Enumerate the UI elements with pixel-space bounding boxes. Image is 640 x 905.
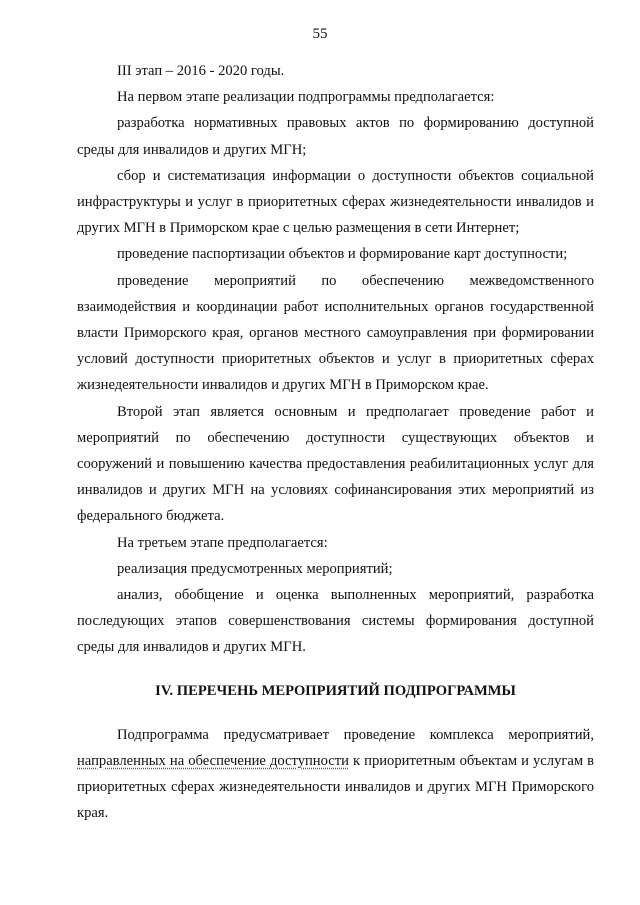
paragraph-second-stage: Второй этап является основным и предполагает проведение работ и мероприятий по обеспечению доступности существующих объектов и сооружений и повышению качества предоставления реабилитационных услуг для инвалидов и других МГН на условиях софинансирования этих мероприятий из федерального бюджета. [77, 403, 594, 525]
paragraph-implementation: реализация предусмотренных мероприятий; [117, 560, 393, 577]
document-body [77, 58, 594, 827]
paragraph-passportization: проведение паспортизации объектов и формирование карт доступности; [117, 246, 568, 263]
paragraph-analysis: анализ, обобщение и оценка выполненных мероприятий, разработка последующих этапов совершенствования системы формирования доступной среды для инвалидов и других МГН. [77, 587, 594, 656]
section-heading: IV. ПЕРЕЧЕНЬ МЕРОПРИЯТИЙ ПОДПРОГРАММЫ [155, 682, 516, 699]
text-fragment: Подпрограмма предусматривает проведение комплекса мероприятий, [117, 726, 594, 743]
paragraph-stage-3-period: III этап – 2016 - 2020 годы. [117, 63, 285, 79]
paragraph-information-collection: сбор и систематизация информации о доступности объектов социальной инфраструктуры и услуг в приоритетных сферах жизнедеятельности инвалидов и других МГН в Приморском крае с целью размещения в сети Интернет; [77, 167, 594, 237]
text-fragment: к приоритетным объектам и услугам в приоритетных сферах жизнедеятельности инвалидов и других МГН Приморского края. [77, 753, 594, 822]
page-number: 55 [312, 26, 328, 42]
underlined-text-fragment: направленных на обеспечение доступности [77, 753, 349, 770]
paragraph-first-stage-intro: На первом этапе реализации подпрограммы предполагается: [117, 89, 495, 106]
paragraph-interagency-coordination: проведение мероприятий по обеспечению межведомственного взаимодействия и координации работ исполнительных органов государственной власти Приморского края, органов местного самоуправления при формировании условий доступности приоритетных объектов и услуг в приоритетных сферах жизнедеятельности инвалидов и других МГН в Приморском крае. [77, 272, 594, 394]
paragraph-legal-acts: разработка нормативных правовых актов по формированию доступной среды для инвалидов и других МГН; [77, 115, 594, 158]
paragraph-third-stage-intro: На третьем этапе предполагается: [117, 534, 328, 551]
paragraph-subprogram-measures [77, 722, 594, 827]
